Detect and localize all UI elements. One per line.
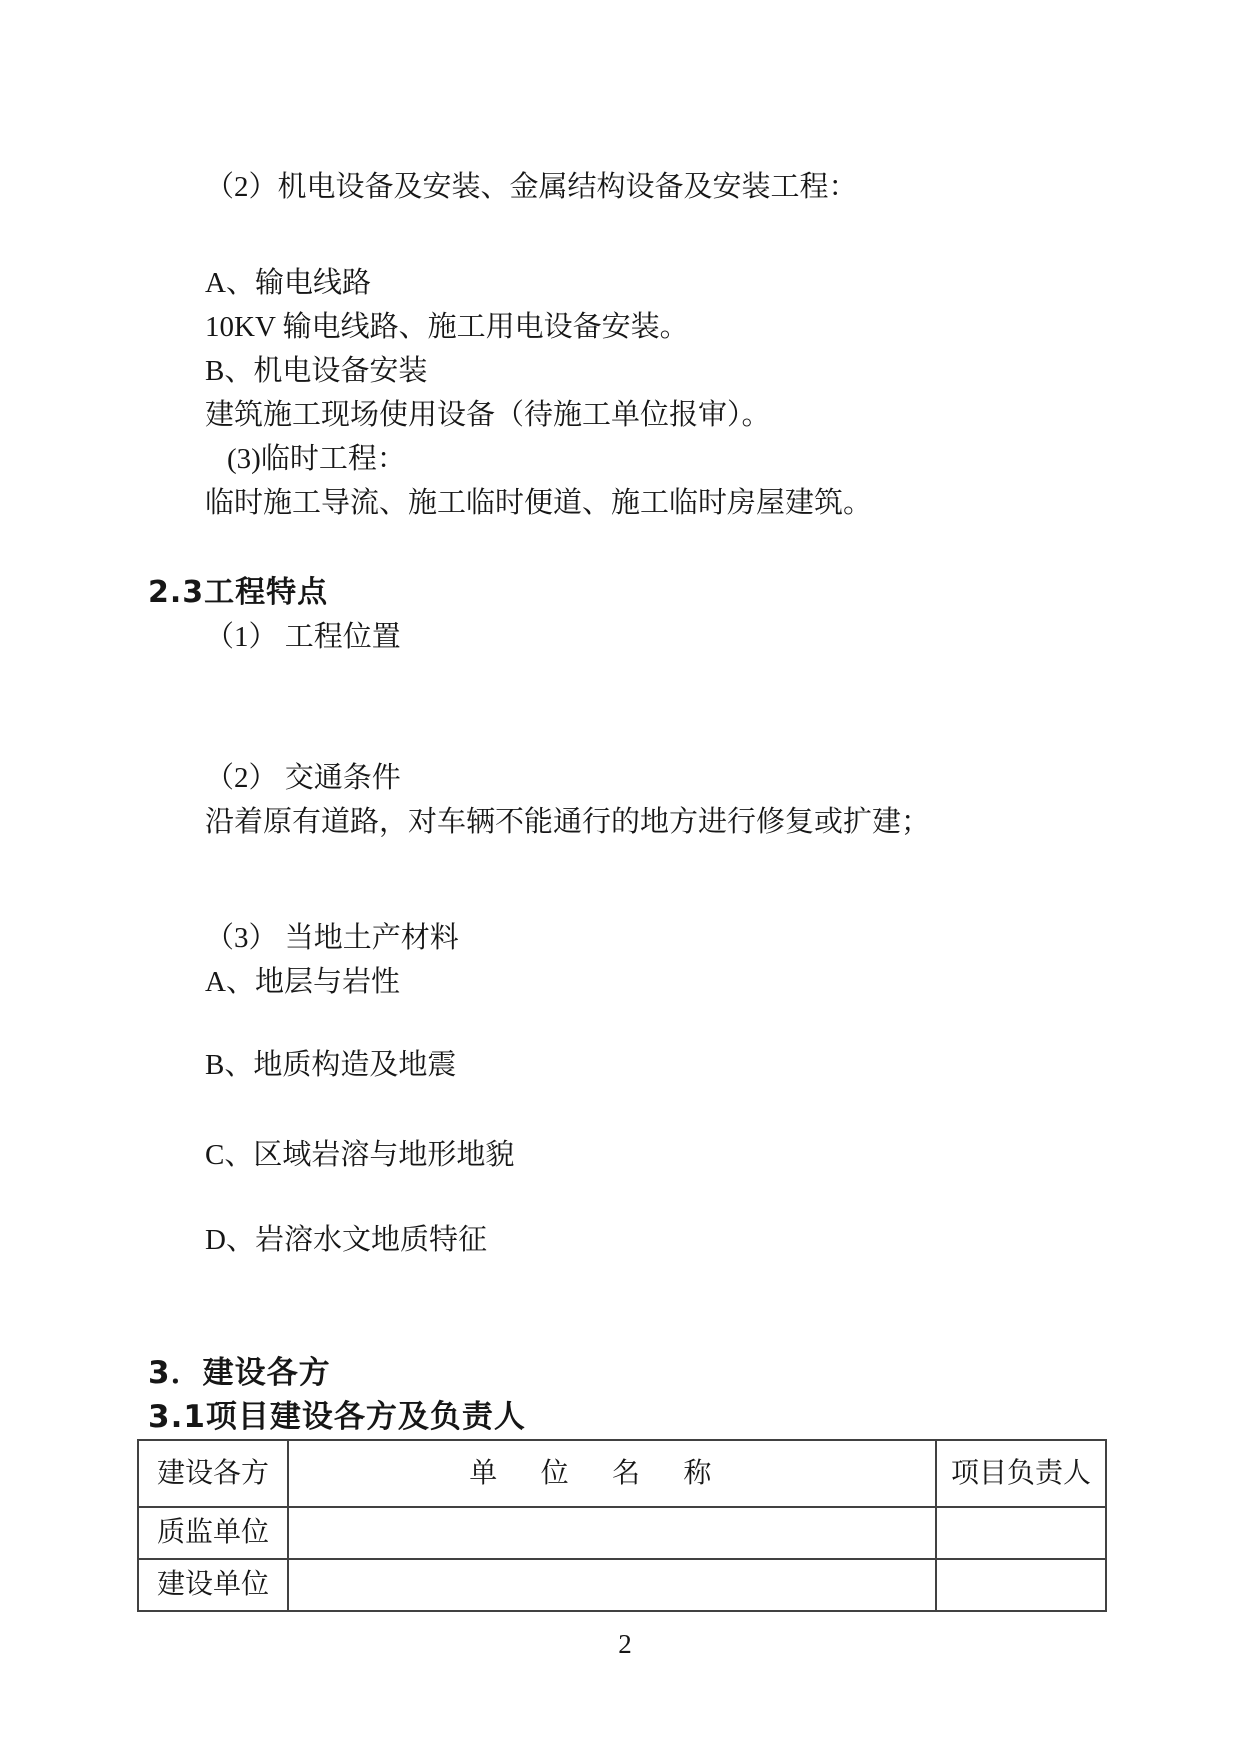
cell-manager [936,1507,1106,1559]
cell-unit-name [288,1507,936,1559]
paragraph-karst-hydrogeology: D、岩溶水文地质特征 [205,1224,487,1256]
header-cell-party: 建设各方 [138,1440,288,1507]
paragraph-local-materials: （3） 当地土产材料 [205,922,459,954]
paragraph-transmission-line: A、输电线路 [205,267,371,299]
paragraph-site-equipment: 建筑施工现场使用设备（待施工单位报审）。 [205,399,771,431]
cell-party-label: 质监单位 [138,1507,288,1559]
heading-parties-and-managers: 3.1项目建设各方及负责人 [148,1399,526,1435]
header-cell-unit-name: 单位名称 [288,1440,936,1507]
paragraph-traffic-detail: 沿着原有道路，对车辆不能通行的地方进行修复或扩建； [205,806,931,838]
paragraph-project-location: （1） 工程位置 [205,621,401,653]
project-parties-table [137,1439,1107,1612]
paragraph-strata-lithology: A、地层与岩性 [205,966,400,998]
paragraph-geology-earthquake: B、地质构造及地震 [205,1049,457,1081]
paragraph-equipment-intro: （2）机电设备及安装、金属结构设备及安装工程： [205,171,858,203]
paragraph-10kv-line: 10KV 输电线路、施工用电设备安装。 [205,311,689,343]
paragraph-mech-equipment: B、机电设备安装 [205,355,428,387]
heading-project-features: 2.3工程特点 [148,575,329,610]
header-cell-manager: 项目负责人 [936,1440,1106,1507]
paragraph-karst-landform: C、区域岩溶与地形地貌 [205,1139,515,1171]
cell-manager [936,1559,1106,1611]
table-row-construction-owner [138,1559,1106,1611]
paragraph-temp-works-detail: 临时施工导流、施工临时便道、施工临时房屋建筑。 [205,487,873,519]
paragraph-traffic-conditions: （2） 交通条件 [205,762,401,794]
table-header-row [138,1440,1106,1507]
table-row-quality-supervision [138,1507,1106,1559]
heading-construction-parties: 3．建设各方 [148,1355,331,1391]
cell-party-label: 建设单位 [138,1559,288,1611]
page-content [148,165,1102,1664]
paragraph-temp-works-label: (3)临时工程： [227,443,406,475]
cell-unit-name [288,1559,936,1611]
page-number: 2 [618,1629,632,1659]
